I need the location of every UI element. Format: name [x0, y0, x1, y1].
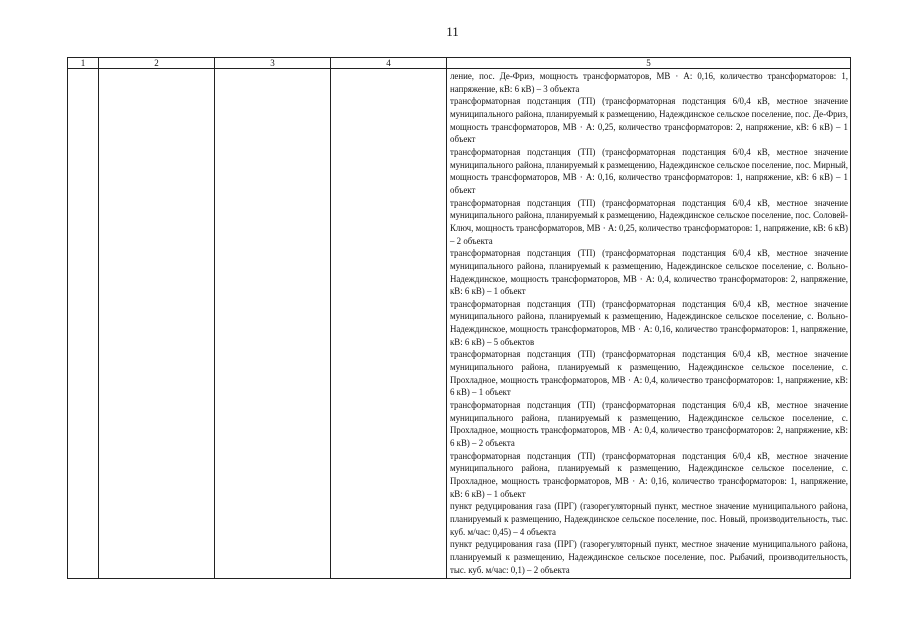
column-header-3: 3	[215, 58, 331, 69]
column-header-5: 5	[447, 58, 851, 69]
object-entry: трансформаторная подстанция (ТП) (трансформаторная подстанция 6/0,4 кВ, местное значение муниципального района, планируемый к размещению, Надеждинское сельское поселение, с. Прохладное, мощность трансформаторов, МВ · А: 0,16, количество трансформаторов: 1, напряжение, кВ: 6 кВ) – 1 объект	[450, 450, 848, 499]
object-entry: трансформаторная подстанция (ТП) (трансформаторная подстанция 6/0,4 кВ, местное значение муниципального района, планируемый к размещению, Надеждинское сельское поселение, с. Прохладное, мощность трансформаторов, МВ · А: 0,4, количество трансформаторов: 2, напряжение, кВ: 6 кВ) – 2 объекта	[450, 400, 848, 449]
object-entry: трансформаторная подстанция (ТП) (трансформаторная подстанция 6/0,4 кВ, местное значение муниципального района, планируемый к размещению, Надеждинское сельское поселение, с. Вольно-Надеждинское, мощность трансформаторов, МВ · А: 0,16, количество трансформаторов: 1, напряжение, кВ: 6 кВ) – 5 объектов	[450, 298, 848, 347]
object-entry: трансформаторная подстанция (ТП) (трансформаторная подстанция 6/0,4 кВ, местное значение муниципального района, планируемый к размещению, Надеждинское сельское поселение, с. Вольно-Надеждинское, мощность трансформаторов, МВ · А: 0,4, количество трансформаторов: 2, напряжение, кВ: 6 кВ) – 1 объект	[450, 248, 848, 297]
object-entry: пункт редуцирования газа (ПРГ) (газорегуляторный пункт, местное значение муниципального района, планируемый к размещению, Надеждинское сельское поселение, пос. Рыбачий, производительность, тыс. куб. м/час: 0,1) – 2 объекта	[450, 539, 848, 575]
cell-col-4	[331, 69, 447, 579]
cell-col-3	[215, 69, 331, 579]
object-entry: трансформаторная подстанция (ТП) (трансформаторная подстанция 6/0,4 кВ, местное значение муниципального района, планируемый к размещению, Надеждинское сельское поселение, пос. Мирный, мощность трансформаторов, МВ · А: 0,16, количество трансформаторов: 1, напряжение, кВ: 6 кВ) – 1 объект	[450, 146, 848, 195]
cell-col-2	[99, 69, 215, 579]
object-entry: ление, пос. Де-Фриз, мощность трансформаторов, МВ · А: 0,16, количество трансформаторов: 1, напряжение, кВ: 6 кВ) – 3 объекта	[450, 71, 848, 94]
object-entry: трансформаторная подстанция (ТП) (трансформаторная подстанция 6/0,4 кВ, местное значение муниципального района, планируемый к размещению, Надеждинское сельское поселение, с. Прохладное, мощность трансформаторов, МВ · А: 0,4, количество трансформаторов: 1, напряжение, кВ: 6 кВ) – 1 объект	[450, 349, 848, 398]
cell-col-1	[68, 69, 99, 579]
table-header-row	[68, 58, 851, 69]
column-header-1: 1	[68, 58, 99, 69]
column-header-2: 2	[99, 58, 215, 69]
document-table	[67, 57, 851, 579]
cell-col-5	[447, 69, 851, 579]
table-row	[68, 69, 851, 579]
object-entry: пункт редуцирования газа (ПРГ) (газорегуляторный пункт, местное значение муниципального района, планируемый к размещению, Надеждинское сельское поселение, пос. Новый, производительность, тыс. куб. м/час: 0,45) – 4 объекта	[450, 501, 848, 537]
column-header-4: 4	[331, 58, 447, 69]
object-entry: трансформаторная подстанция (ТП) (трансформаторная подстанция 6/0,4 кВ, местное значение муниципального района, планируемый к размещению, Надеждинское сельское поселение, пос. Де-Фриз, мощность трансформаторов, МВ · А: 0,25, количество трансформаторов: 2, напряжение, кВ: 6 кВ) – 1 объект	[450, 96, 848, 145]
page-number: 11	[446, 24, 459, 39]
object-entry: трансформаторная подстанция (ТП) (трансформаторная подстанция 6/0,4 кВ, местное значение муниципального района, планируемый к размещению, Надеждинское сельское поселение, пос. Соловей-Ключ, мощность трансформаторов, МВ · А: 0,25, количество трансформаторов: 1, напряжение, кВ: 6 кВ) – 2 объекта	[450, 197, 848, 246]
